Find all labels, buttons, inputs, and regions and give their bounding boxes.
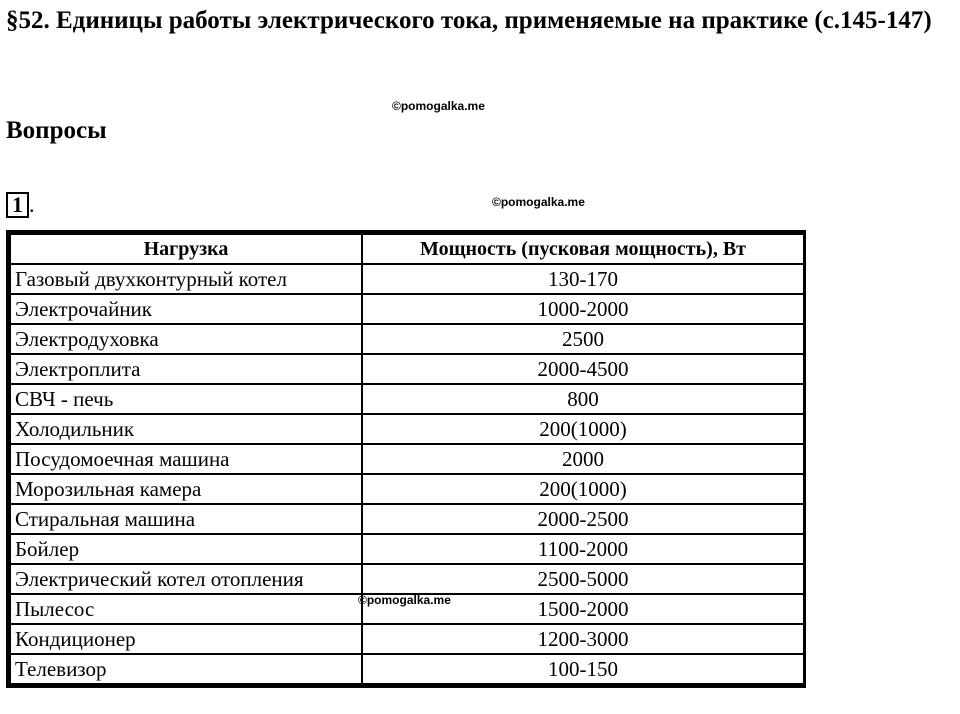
load-name-cell: СВЧ - печь	[10, 384, 362, 414]
power-value-cell: 800	[362, 384, 804, 414]
load-name-cell: Электродуховка	[10, 324, 362, 354]
power-value-cell: 2500-5000	[362, 564, 804, 594]
power-value-cell: 200(1000)	[362, 474, 804, 504]
table-header-row	[10, 234, 804, 264]
power-table-grid	[9, 233, 805, 685]
table-row	[10, 474, 804, 504]
load-name-cell: Кондиционер	[10, 624, 362, 654]
watermark-text: ©pomogalka.me	[492, 195, 585, 209]
power-table	[6, 230, 806, 688]
section-heading: Вопросы	[6, 117, 107, 144]
question-number-suffix: .	[29, 192, 35, 217]
load-name-cell: Морозильная камера	[10, 474, 362, 504]
power-value-cell: 200(1000)	[362, 414, 804, 444]
load-name-cell: Электрический котел отопления	[10, 564, 362, 594]
table-row	[10, 294, 804, 324]
table-row	[10, 384, 804, 414]
power-value-cell: 1000-2000	[362, 294, 804, 324]
table-row	[10, 354, 804, 384]
power-value-cell: 2000-2500	[362, 504, 804, 534]
load-name-cell: Бойлер	[10, 534, 362, 564]
column-header-load: Нагрузка	[10, 234, 362, 264]
power-value-cell: 1100-2000	[362, 534, 804, 564]
load-name-cell: Холодильник	[10, 414, 362, 444]
load-name-cell: Телевизор	[10, 654, 362, 684]
watermark-text: ©pomogalka.me	[358, 593, 451, 607]
watermark-text: ©pomogalka.me	[392, 99, 485, 113]
power-value-cell: 2000	[362, 444, 804, 474]
table-row	[10, 654, 804, 684]
load-name-cell: Стиральная машина	[10, 504, 362, 534]
load-name-cell: Газовый двухконтурный котел	[10, 264, 362, 294]
table-row	[10, 324, 804, 354]
table-row	[10, 534, 804, 564]
question-number	[6, 192, 35, 218]
table-row	[10, 444, 804, 474]
power-value-cell: 1200-3000	[362, 624, 804, 654]
table-row	[10, 414, 804, 444]
table-row	[10, 624, 804, 654]
load-name-cell: Посудомоечная машина	[10, 444, 362, 474]
load-name-cell: Электрочайник	[10, 294, 362, 324]
power-value-cell: 2500	[362, 324, 804, 354]
column-header-power: Мощность (пусковая мощность), Вт	[362, 234, 804, 264]
power-value-cell: 2000-4500	[362, 354, 804, 384]
table-row	[10, 564, 804, 594]
power-value-cell: 1500-2000	[362, 594, 804, 624]
power-value-cell: 100-150	[362, 654, 804, 684]
page-title: §52. Единицы работы электрического тока, применяемые на практике (с.145-147)	[6, 7, 932, 34]
table-row	[10, 504, 804, 534]
load-name-cell: Электроплита	[10, 354, 362, 384]
load-name-cell: Пылесос	[10, 594, 362, 624]
question-number-box: 1	[6, 192, 29, 218]
table-row	[10, 264, 804, 294]
power-value-cell: 130-170	[362, 264, 804, 294]
